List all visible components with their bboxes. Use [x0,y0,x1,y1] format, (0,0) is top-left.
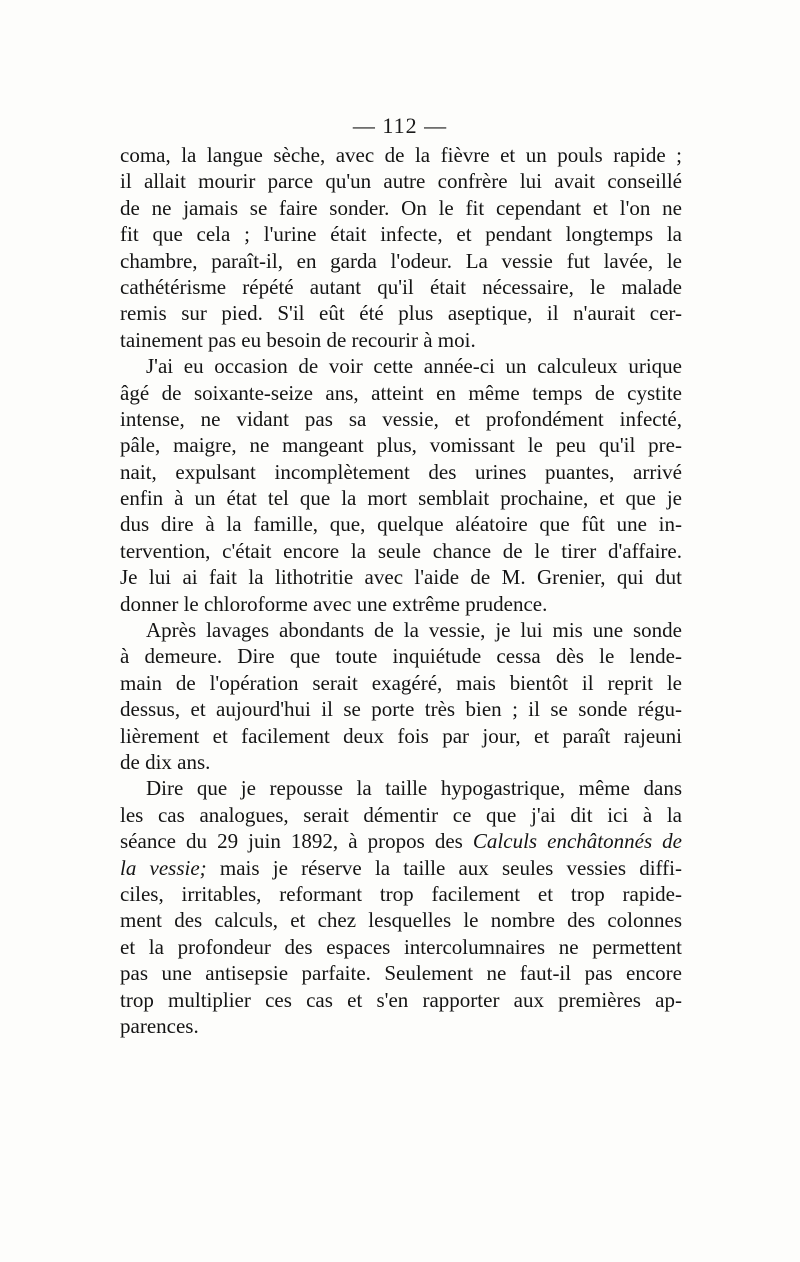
text-line [120,828,682,854]
text-line [120,221,682,247]
text-line [120,300,682,326]
text-line [120,907,682,933]
text-line-content: coma, la langue sèche, avec de la fièvre et un pouls rapide ; [120,143,682,167]
text-line [120,485,682,511]
text-line-content: chambre, paraît-il, en garda l'odeur. La vessie fut lavée, le [120,248,682,273]
text-line-content: dus dire à la famille, que, quelque aléatoire que fût une in- [120,512,682,537]
text-line [120,380,682,406]
text-line-content: de ne jamais se faire sonder. On le fit cependant et l'on ne [120,195,682,220]
italic-title: Calculs enchâtonnés de [472,829,682,854]
text-line-content: nait, expulsant incomplètement des urines puantes, arrivé [120,459,682,484]
text-line-content: et la profondeur des espaces intercolumnaires ne permettent [120,934,682,959]
text-line-content: donner le chloroforme avec une extrême prudence. [120,591,548,616]
text-line [120,142,682,168]
text-line [120,511,682,537]
text-line [120,696,682,722]
text-line-content: à demeure. Dire que toute inquiétude cessa dès le lende- [120,644,682,669]
text-line [120,406,682,432]
text-line-content: Après lavages abondants de la vessie, je lui mis une sonde [146,618,682,643]
text-line [120,353,682,379]
text-line [120,1013,682,1039]
text-line [120,855,682,881]
text-line [120,538,682,564]
text-line [120,195,682,221]
text-line-content: tervention, c'était encore la seule chance de le tirer d'affaire. [120,538,682,563]
text-line [120,934,682,960]
text-line-content: parences. [120,1013,199,1038]
text-line-content: les cas analogues, serait démentir ce que j'ai dit ici à la [120,802,682,827]
text-line-content: pas une antisepsie parfaite. Seulement ne faut-il pas encore [120,961,682,986]
text-line [120,643,682,669]
text-line [120,248,682,274]
text-line [120,591,682,617]
text-line-content: âgé de soixante-seize ans, atteint en même temps de cystite [120,380,682,405]
text-line [120,459,682,485]
text-line-content: de dix ans. [120,749,211,774]
text-line-content: séance du 29 juin 1892, à propos des [120,829,473,854]
text-line-content: il allait mourir parce qu'un autre confrère lui avait conseillé [120,169,682,194]
text-line-content: Dire que je repousse la taille hypogastrique, même dans [146,776,682,801]
text-line [120,987,682,1013]
text-line-content: fit que cela ; l'urine était infecte, et pendant longtemps la [120,222,682,247]
text-line-content: J'ai eu occasion de voir cette année-ci un calculeux urique [146,354,682,379]
text-line-content: pâle, maigre, ne mangeant plus, vomissant le peu qu'il pre- [120,433,682,458]
text-line [120,802,682,828]
text-line [120,775,682,801]
text-line [120,723,682,749]
text-line-content: Je lui ai fait la lithotritie avec l'aide de M. Grenier, qui dut [120,565,682,590]
text-line [120,670,682,696]
text-line [120,327,682,353]
text-line-content: intense, ne vidant pas sa vessie, et profondément infecté, [120,406,682,431]
text-line-content: dessus, et aujourd'hui il se porte très bien ; il se sonde régu- [120,697,682,722]
text-line-content: ment des calculs, et chez lesquelles le nombre des colonnes [120,908,682,933]
text-line [120,617,682,643]
text-line-content: ciles, irritables, reformant trop facilement et trop rapide- [120,881,682,906]
body-text [120,142,682,1039]
text-line-content: tainement pas eu besoin de recourir à moi. [120,327,476,352]
text-line-content: enfin à un état tel que la mort semblait prochaine, et que je [120,486,682,511]
text-line-content: remis sur pied. S'il eût été plus aseptique, il n'aurait cer- [120,301,682,326]
text-line [120,881,682,907]
text-line [120,274,682,300]
text-line [120,564,682,590]
page-number: — 112 — [352,113,448,138]
text-line-continuation: mais je réserve la taille aux seules vessies diffi- [206,855,682,880]
text-line-content: lièrement et facilement deux fois par jour, et paraît rajeuni [120,723,682,748]
text-line-content: main de l'opération serait exagéré, mais bientôt il reprit le [120,670,682,695]
text-line [120,432,682,458]
italic-title: la vessie; [120,855,207,880]
text-line-content: trop multiplier ces cas et s'en rapporter aux premières ap- [120,987,682,1012]
text-line-content: cathétérisme répété autant qu'il était nécessaire, le malade [120,274,682,299]
text-line [120,168,682,194]
text-line [120,960,682,986]
text-line [120,749,682,775]
